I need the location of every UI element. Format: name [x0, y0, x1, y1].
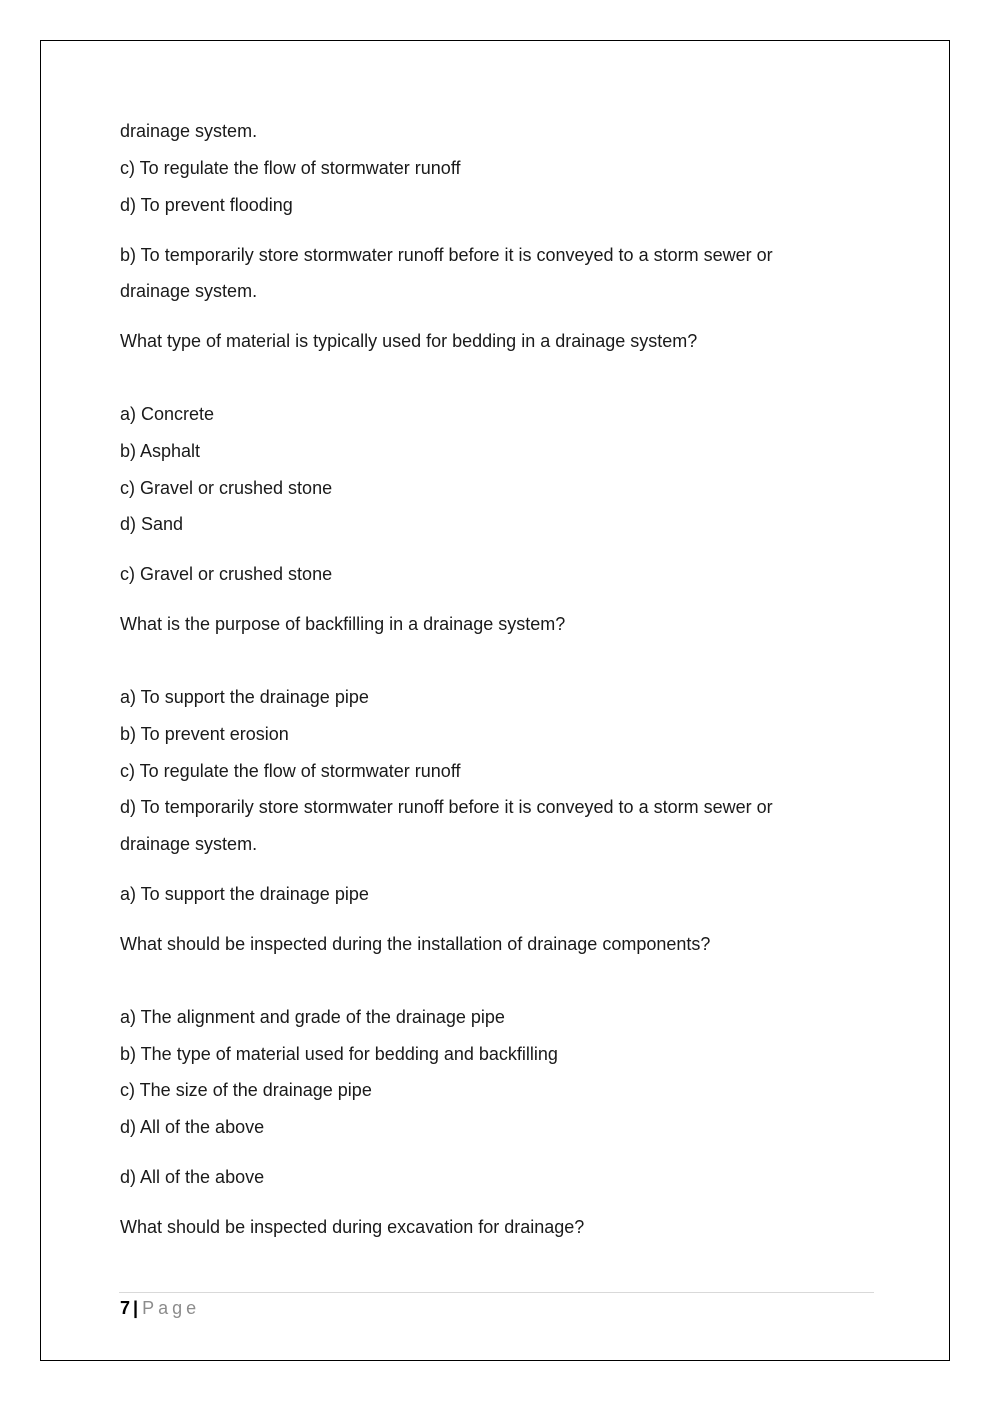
answer-option: d) Sand [120, 514, 184, 534]
page-footer [120, 1297, 200, 1319]
page-separator: | [133, 1298, 139, 1318]
answer-option: a) Concrete [120, 404, 215, 424]
answer-option-continuation: drainage system. [120, 121, 258, 141]
question: What should be inspected during the installation of drainage components? [120, 934, 711, 954]
answer-option: c) Gravel or crushed stone [120, 478, 333, 498]
answer-option: a) The alignment and grade of the drainage pipe [120, 1007, 505, 1027]
answer-option: d) To prevent flooding [120, 195, 293, 215]
question: What type of material is typically used for bedding in a drainage system? [120, 331, 698, 351]
correct-answer: d) All of the above [120, 1167, 265, 1187]
footer-divider [119, 1292, 874, 1293]
answer-option-continuation: drainage system. [120, 834, 258, 854]
answer-option: a) To support the drainage pipe [120, 687, 369, 707]
answer-option: c) To regulate the flow of stormwater runoff [120, 761, 461, 781]
page-number: 7 [120, 1298, 131, 1318]
answer-option: b) The type of material used for bedding and backfilling [120, 1044, 558, 1064]
question: What is the purpose of backfilling in a drainage system? [120, 614, 566, 634]
answer-option: c) To regulate the flow of stormwater runoff [120, 158, 461, 178]
answer-option: b) Asphalt [120, 441, 201, 461]
correct-answer: a) To support the drainage pipe [120, 884, 369, 904]
question: What should be inspected during excavation for drainage? [120, 1217, 585, 1237]
answer-option: c) The size of the drainage pipe [120, 1080, 372, 1100]
correct-answer-continuation: drainage system. [120, 281, 258, 301]
answer-option: b) To prevent erosion [120, 724, 289, 744]
page-label: Page [142, 1298, 201, 1318]
correct-answer: c) Gravel or crushed stone [120, 564, 333, 584]
correct-answer: b) To temporarily store stormwater runoff before it is conveyed to a storm sewer or [120, 245, 773, 265]
answer-option: d) To temporarily store stormwater runoff before it is conveyed to a storm sewer or [120, 797, 773, 817]
answer-option: d) All of the above [120, 1117, 265, 1137]
